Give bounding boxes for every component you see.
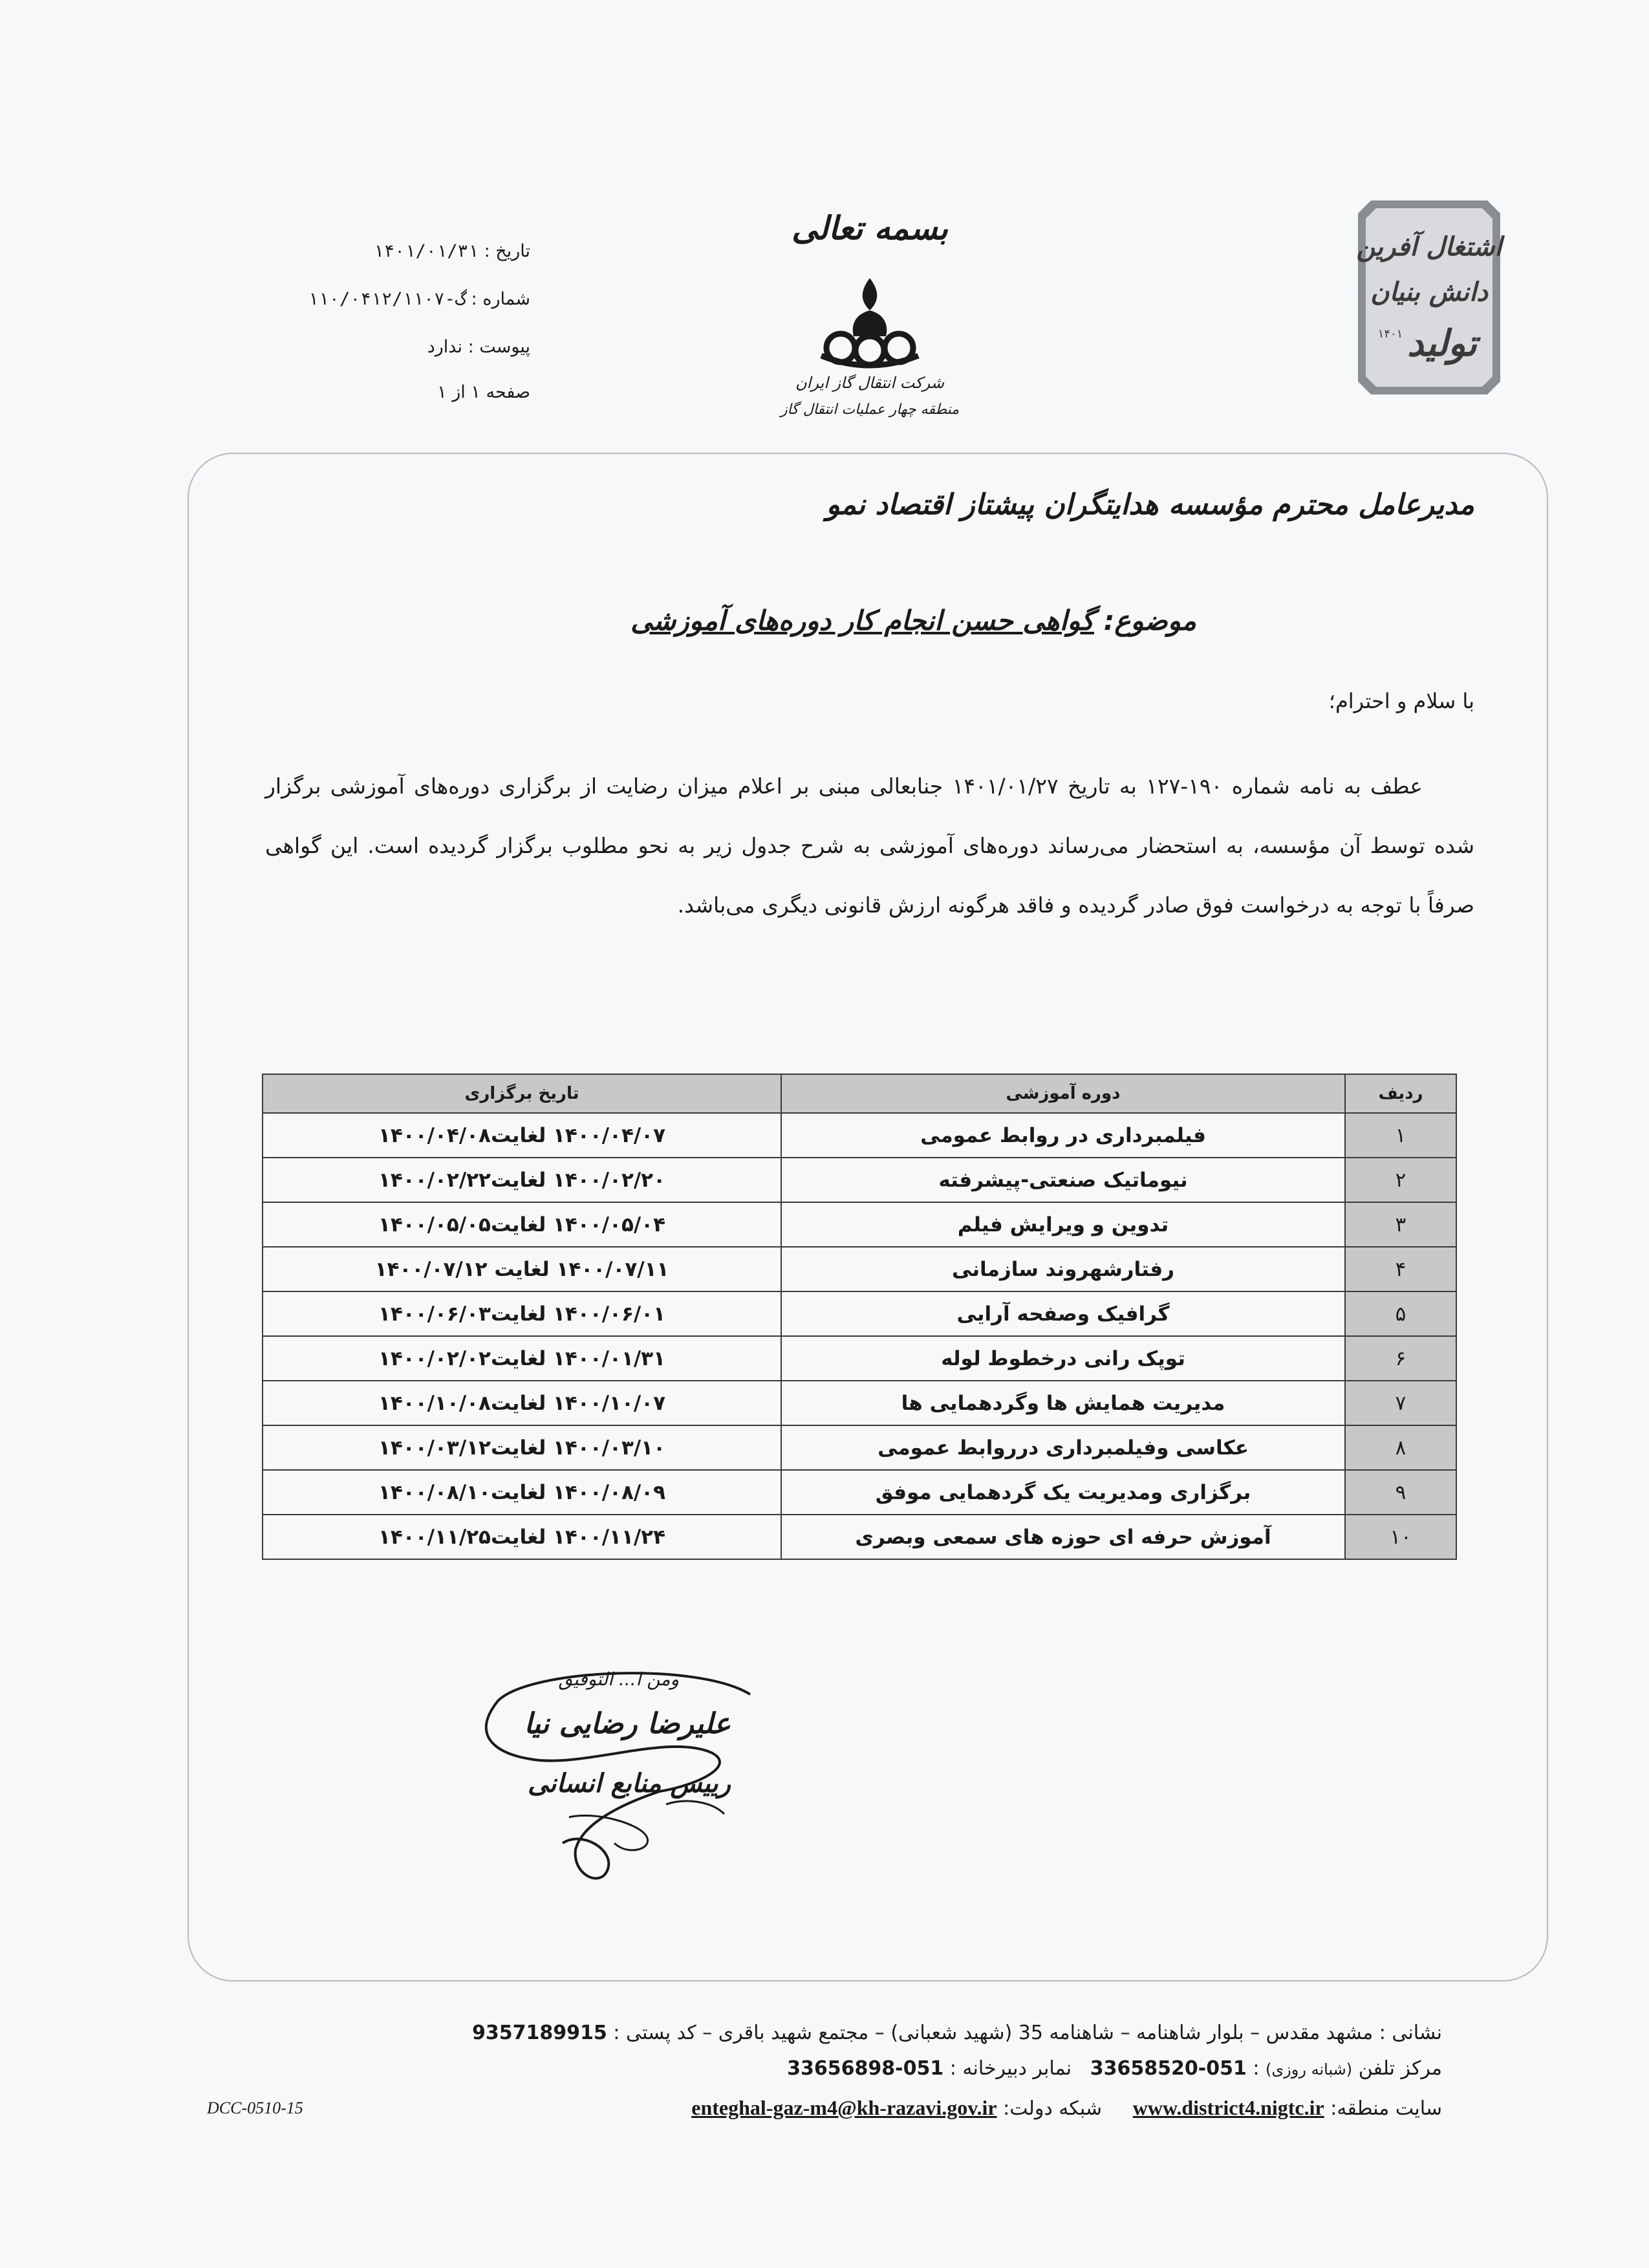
cell-course: گرافیک وصفحه آرایی	[781, 1291, 1345, 1336]
flame-icon	[821, 278, 918, 365]
cell-row-no: ۵	[1345, 1291, 1456, 1336]
emblem-year: ۱۴۰۱	[1377, 327, 1403, 341]
cell-row-no: ۸	[1345, 1425, 1456, 1470]
letter-body: عطف به نامه شماره ۱۹۰-۱۲۷ به تاریخ ۱۴۰۱/۰۱/۲۷ جنابعالی مبنی بر اعلام میزان رضایت از برگزاری دوره‌های آموزشی برگزار شده توسط آن مؤسسه، به استحضار می‌رساند دوره‌های آموزشی به شرح جدول زیر به نحو مطلوب برگزار گردیده است. این گواهی صرفاً با توجه به درخواست فوق صادر گردیده و فاقد هرگونه ارزش قانونی دیگری می‌باشد.	[265, 773, 1474, 918]
greeting: با سلام و احترام؛	[1328, 689, 1474, 713]
cell-date: ۱۴۰۰/۰۷/۱۱ لغایت ۱۴۰۰/۰۷/۱۲	[263, 1247, 781, 1291]
cell-course: توپک رانی درخطوط لوله	[781, 1336, 1345, 1381]
cell-row-no: ۹	[1345, 1470, 1456, 1515]
doc-code: DCC-0510-15	[207, 2099, 303, 2117]
subject-value: گواهی حسن انجام کار دوره‌های آموزشی	[630, 605, 1094, 636]
table-row	[263, 1247, 1456, 1291]
cell-row-no: ۴	[1345, 1247, 1456, 1291]
emblem-line1: اشتغال آفرین	[1356, 232, 1502, 262]
cell-date: ۱۴۰۰/۰۲/۲۰ لغایت۱۴۰۰/۰۲/۲۲	[263, 1158, 781, 1202]
table-row	[263, 1470, 1456, 1515]
table-row	[263, 1381, 1456, 1425]
table-row	[263, 1515, 1456, 1559]
table-row	[263, 1202, 1456, 1247]
region-site-link[interactable]: www.district4.nigtc.ir	[1132, 2096, 1324, 2119]
cell-date: ۱۴۰۰/۰۸/۰۹ لغایت۱۴۰۰/۰۸/۱۰	[263, 1470, 781, 1515]
table-row	[263, 1113, 1456, 1158]
subject-label: موضوع:	[1103, 605, 1196, 636]
cell-course: عکاسی وفیلمبرداری درروابط عمومی	[781, 1425, 1345, 1470]
cell-date: ۱۴۰۰/۰۴/۰۷ لغایت۱۴۰۰/۰۴/۰۸	[263, 1113, 781, 1158]
table-row	[263, 1336, 1456, 1381]
header-row-no: ردیف	[1345, 1074, 1456, 1113]
cell-course: فیلمبرداری در روابط عمومی	[781, 1113, 1345, 1158]
letter-number: شماره : گ-۱۱۰/۰۴۱۲/۱۱۰۷	[308, 289, 530, 309]
cell-course: برگزاری ومدیریت یک گردهمایی موفق	[781, 1470, 1345, 1515]
letter-date: تاریخ : ۱۴۰۱/۰۱/۳۱	[373, 241, 530, 261]
cell-course: تدوین و ویرایش فیلم	[781, 1202, 1345, 1247]
table-header-row	[263, 1074, 1456, 1113]
org-subname: منطقه چهار عملیات انتقال گاز	[780, 402, 960, 418]
slogan-emblem	[1345, 188, 1513, 407]
footer-phones: مرکز تلفن (شبانه روزی) : 051-33658520 نمابر دبیرخانه : 051-33656898	[787, 2057, 1442, 2080]
company-logo	[763, 181, 976, 440]
cell-date: ۱۴۰۰/۱۰/۰۷ لغایت۱۴۰۰/۱۰/۰۸	[263, 1381, 781, 1425]
letter-page: صفحه ۱ از ۱	[437, 382, 530, 402]
gov-email-link[interactable]: enteghal-gaz-m4@kh-razavi.gov.ir	[691, 2096, 997, 2119]
signer-title: رییس منابع انسانی	[527, 1769, 731, 1798]
cell-course: نیوماتیک صنعتی-پیشرفته	[781, 1158, 1345, 1202]
cell-row-no: ۳	[1345, 1202, 1456, 1247]
cell-course: مدیریت همایش ها وگردهمایی ها	[781, 1381, 1345, 1425]
cell-course: آموزش حرفه ای حوزه های سمعی وبصری	[781, 1515, 1345, 1559]
header-date: تاریخ برگزاری	[263, 1074, 781, 1113]
subject	[630, 605, 1196, 636]
closing-phrase: ومن ا... التوفیق	[558, 1669, 679, 1690]
emblem-line3: تولید	[1407, 322, 1477, 365]
cell-date: ۱۴۰۰/۰۱/۳۱ لغایت۱۴۰۰/۰۲/۰۲	[263, 1336, 781, 1381]
recipient: مدیرعامل محترم مؤسسه هدایتگران پیشتاز اقتصاد نمو	[826, 488, 1474, 521]
org-name: شرکت انتقال گاز ایران	[795, 374, 944, 392]
header-course: دوره آموزشی	[781, 1074, 1345, 1113]
cell-course: رفتارشهروند سازمانی	[781, 1247, 1345, 1291]
emblem-line2: دانش بنیان	[1370, 277, 1488, 307]
signer-name: علیرضا رضایی نیا	[524, 1707, 731, 1740]
table-row	[263, 1425, 1456, 1470]
svg-text:بسمه تعالی: بسمه تعالی	[792, 209, 948, 247]
cell-row-no: ۷	[1345, 1381, 1456, 1425]
cell-row-no: ۱	[1345, 1113, 1456, 1158]
letter-attachment: پیوست : ندارد	[427, 337, 530, 357]
footer-links: سایت منطقه: www.district4.nigtc.ir شبکه دولت: enteghal-gaz-m4@kh-razavi.gov.ir	[691, 2096, 1442, 2120]
footer-address: نشانی : مشهد مقدس – بلوار شاهنامه – شاهنامه 35 (شهید شعبانی) – مجتمع شهید باقری – کد پستی : 9357189915	[472, 2022, 1442, 2044]
cell-date: ۱۴۰۰/۰۳/۱۰ لغایت۱۴۰۰/۰۳/۱۲	[263, 1425, 781, 1470]
cell-date: ۱۴۰۰/۰۵/۰۴ لغایت۱۴۰۰/۰۵/۰۵	[263, 1202, 781, 1247]
signature-scribble	[453, 1656, 789, 1901]
table-row	[263, 1158, 1456, 1202]
cell-row-no: ۲	[1345, 1158, 1456, 1202]
courses-table	[262, 1074, 1457, 1560]
invocation-calligraphy	[792, 209, 949, 247]
table-row	[263, 1291, 1456, 1336]
cell-date: ۱۴۰۰/۰۶/۰۱ لغایت۱۴۰۰/۰۶/۰۳	[263, 1291, 781, 1336]
cell-row-no: ۶	[1345, 1336, 1456, 1381]
cell-row-no: ۱۰	[1345, 1515, 1456, 1559]
cell-date: ۱۴۰۰/۱۱/۲۴ لغایت۱۴۰۰/۱۱/۲۵	[263, 1515, 781, 1559]
